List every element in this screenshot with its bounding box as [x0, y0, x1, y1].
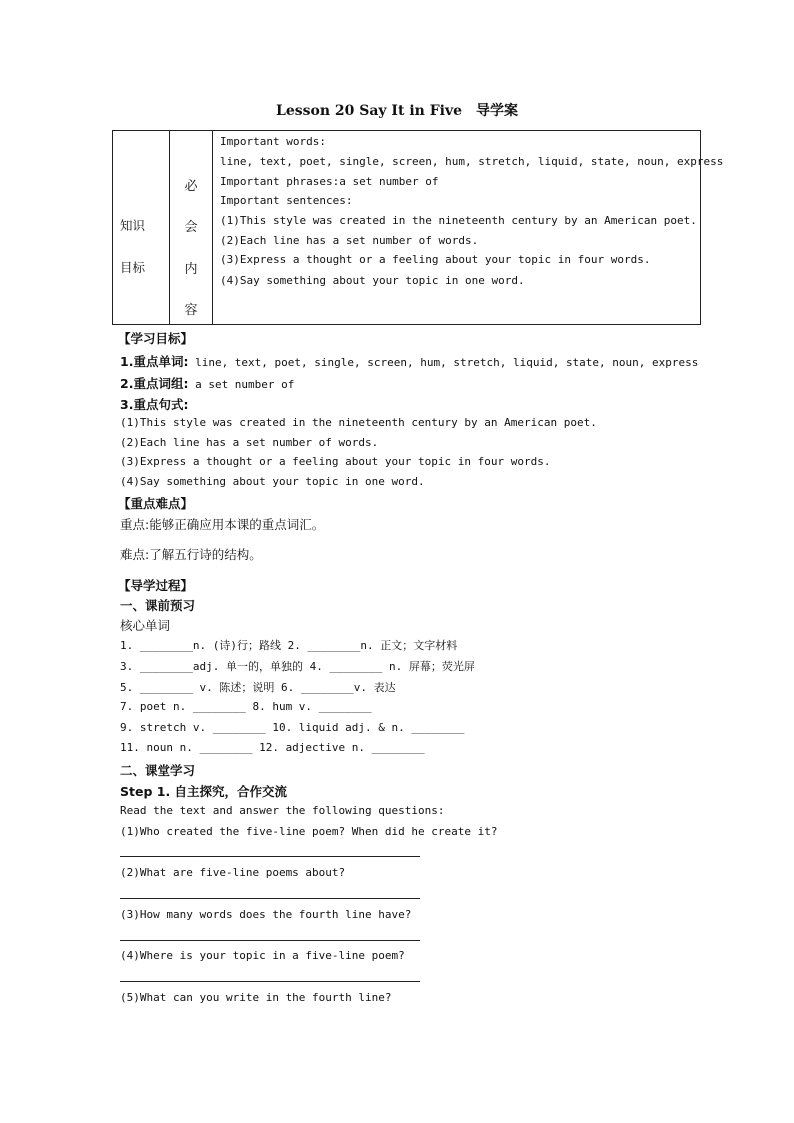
section-header-goals: 【学习目标】	[118, 331, 194, 346]
table-content-line: Important phrases:a set number of	[220, 175, 439, 188]
answer-line[interactable]	[120, 856, 420, 857]
key-words-label: 1.重点单词:	[120, 354, 189, 369]
part-two-heading: 二、课堂学习	[120, 763, 196, 778]
table-content-line: (3)Express a thought or a feeling about your topic in four words.	[220, 253, 651, 266]
vocab-row: 3. ________adj. 单一的，单独的 4. ________ n. 屏幕；荧光屏	[120, 660, 475, 673]
table-row-header-2: 目标	[120, 260, 146, 275]
key-phrases-text: a set number of	[188, 378, 295, 391]
part-one-heading: 一、课前预习	[120, 598, 196, 613]
key-sentence: (4)Say something about your topic in one word.	[120, 475, 425, 488]
key-sentence: (1)This style was created in the nineteenth century by an American poet.	[120, 416, 597, 429]
table-divider	[169, 131, 170, 324]
answer-line[interactable]	[120, 940, 420, 941]
key-sentence: (3)Express a thought or a feeling about your topic in four words.	[120, 455, 551, 468]
question-text: (1)Who created the five-line poem? When did he create it?	[120, 825, 498, 838]
section-header-process: 【导学过程】	[118, 578, 194, 593]
vocab-row: 7. poet n. ________ 8. hum v. ________	[120, 700, 372, 713]
key-point-text: 重点:能够正确应用本课的重点词汇。	[120, 517, 325, 532]
core-words-heading: 核心单词	[120, 618, 171, 633]
table-sub-header-char: 必	[184, 179, 198, 194]
vocab-row: 11. noun n. ________ 12. adjective n. ________	[120, 741, 425, 754]
table-content-line: line, text, poet, single, screen, hum, stretch, liquid, state, noun, express	[220, 155, 724, 168]
key-words-text: line, text, poet, single, screen, hum, stretch, liquid, state, noun, express	[188, 356, 699, 369]
vocab-row: 1. ________n. (诗)行；路线 2. ________n. 正文；文字材料	[120, 639, 458, 652]
answer-line[interactable]	[120, 898, 420, 899]
question-text: (5)What can you write in the fourth line?	[120, 991, 392, 1004]
answer-line[interactable]	[120, 981, 420, 982]
key-phrases-label: 2.重点词组:	[120, 376, 189, 391]
table-divider	[212, 131, 213, 324]
key-sentences-label: 3.重点句式:	[120, 397, 189, 412]
table-content-line: Important words:	[220, 135, 326, 148]
question-text: (2)What are five-line poems about?	[120, 866, 346, 879]
vocab-row: 5. ________ v. 陈述；说明 6. ________v. 表达	[120, 681, 396, 694]
table-sub-header-char: 内	[184, 262, 198, 277]
difficult-point-text: 难点:了解五行诗的结构。	[120, 547, 262, 562]
table-content-line: (4)Say something about your topic in one word.	[220, 274, 525, 287]
table-sub-header-char: 会	[184, 220, 198, 235]
question-text: (4)Where is your topic in a five-line poem?	[120, 949, 405, 962]
question-text: (3)How many words does the fourth line have?	[120, 908, 412, 921]
table-sub-header-char: 容	[184, 303, 198, 318]
key-words-row	[120, 352, 698, 370]
instruction-text: Read the text and answer the following questions:	[120, 804, 445, 817]
step-one-heading: Step 1. 自主探究，合作交流	[120, 784, 288, 799]
table-row-header-1: 知识	[120, 218, 146, 233]
table-content-line: (2)Each line has a set number of words.	[220, 234, 479, 247]
page-title: Lesson 20 Say It in Five 导学案	[275, 103, 518, 119]
key-sentence: (2)Each line has a set number of words.	[120, 436, 379, 449]
table-content-line: (1)This style was created in the nineteenth century by an American poet.	[220, 214, 697, 227]
vocab-row: 9. stretch v. ________ 10. liquid adj. & n. ________	[120, 721, 465, 734]
key-phrases-row	[120, 374, 294, 392]
table-content-line: Important sentences:	[220, 194, 353, 207]
section-header-keypoints: 【重点难点】	[118, 496, 194, 511]
